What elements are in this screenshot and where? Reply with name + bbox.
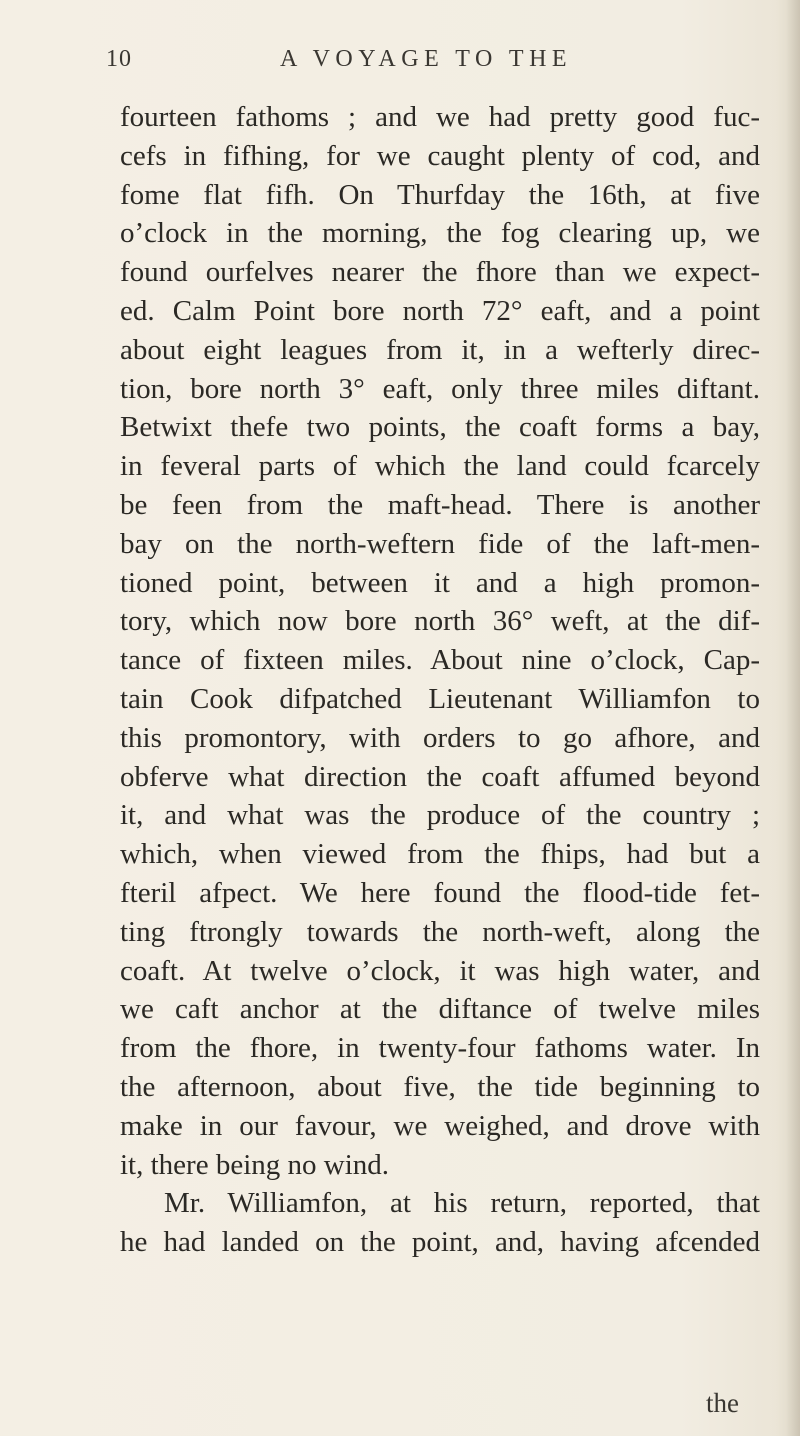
- page-number: 10: [106, 46, 132, 72]
- running-head: [0, 46, 800, 86]
- body-text: [120, 98, 760, 1262]
- text-line: tory, which now bore north 36° weft, at the dif-: [120, 605, 760, 638]
- text-line: it, and what was the produce of the country ;: [120, 799, 760, 832]
- text-line: tioned point, between it and a high promon-: [120, 566, 760, 599]
- text-line: ed. Calm Point bore north 72° eaft, and a point: [120, 294, 760, 327]
- text-line: which, when viewed from the fhips, had but a: [120, 838, 760, 871]
- text-line: fourteen fathoms ; and we had pretty good fuc-: [120, 101, 760, 133]
- text-line: tion, bore north 3° eaft, only three miles diftant.: [120, 372, 760, 405]
- text-line: Betwixt thefe two points, the coaft forms a bay,: [120, 411, 760, 444]
- text-line: fome flat fifh. On Thurfday the 16th, at five: [120, 178, 760, 211]
- text-line: from the fhore, in twenty-four fathoms water. In: [120, 1032, 760, 1065]
- text-line: cefs in fifhing, for we caught plenty of cod, and: [120, 139, 760, 172]
- text-line: found ourfelves nearer the fhore than we expect-: [120, 256, 760, 289]
- text-line: bay on the north-weftern fide of the laft-men-: [120, 527, 760, 560]
- text-line: tain Cook difpatched Lieutenant Williamfon to: [120, 682, 760, 715]
- paragraph-end-line: it, there being no wind.: [120, 1148, 390, 1181]
- running-title: A VOYAGE TO THE: [280, 46, 573, 72]
- catchword: the: [706, 1388, 739, 1418]
- text-line: fteril afpect. We here found the flood-tide fet-: [120, 876, 760, 909]
- paragraph-start-line: Mr. Williamfon, at his return, reported, that: [164, 1187, 760, 1220]
- text-line: about eight leagues from it, in a wefterly direc-: [120, 333, 760, 366]
- text-line: o’clock in the morning, the fog clearing up, we: [120, 217, 760, 250]
- text-line: he had landed on the point, and, having afcended: [120, 1226, 760, 1259]
- text-line: tance of fixteen miles. About nine o’clock, Cap-: [120, 644, 760, 677]
- text-line: in feveral parts of which the land could fcarcely: [120, 450, 760, 483]
- text-line: be feen from the maft-head. There is another: [120, 488, 760, 521]
- text-line: make in our favour, we weighed, and drove with: [120, 1109, 760, 1142]
- text-line: obferve what direction the coaft affumed beyond: [120, 760, 760, 793]
- page-edge-shadow: [786, 0, 800, 1436]
- text-line: the afternoon, about five, the tide beginning to: [120, 1070, 760, 1103]
- text-line: ting ftrongly towards the north-weft, along the: [120, 915, 760, 948]
- text-line: we caft anchor at the diftance of twelve miles: [120, 993, 760, 1026]
- text-line: this promontory, with orders to go afhore, and: [120, 721, 760, 754]
- text-line: coaft. At twelve o’clock, it was high water, and: [120, 954, 760, 987]
